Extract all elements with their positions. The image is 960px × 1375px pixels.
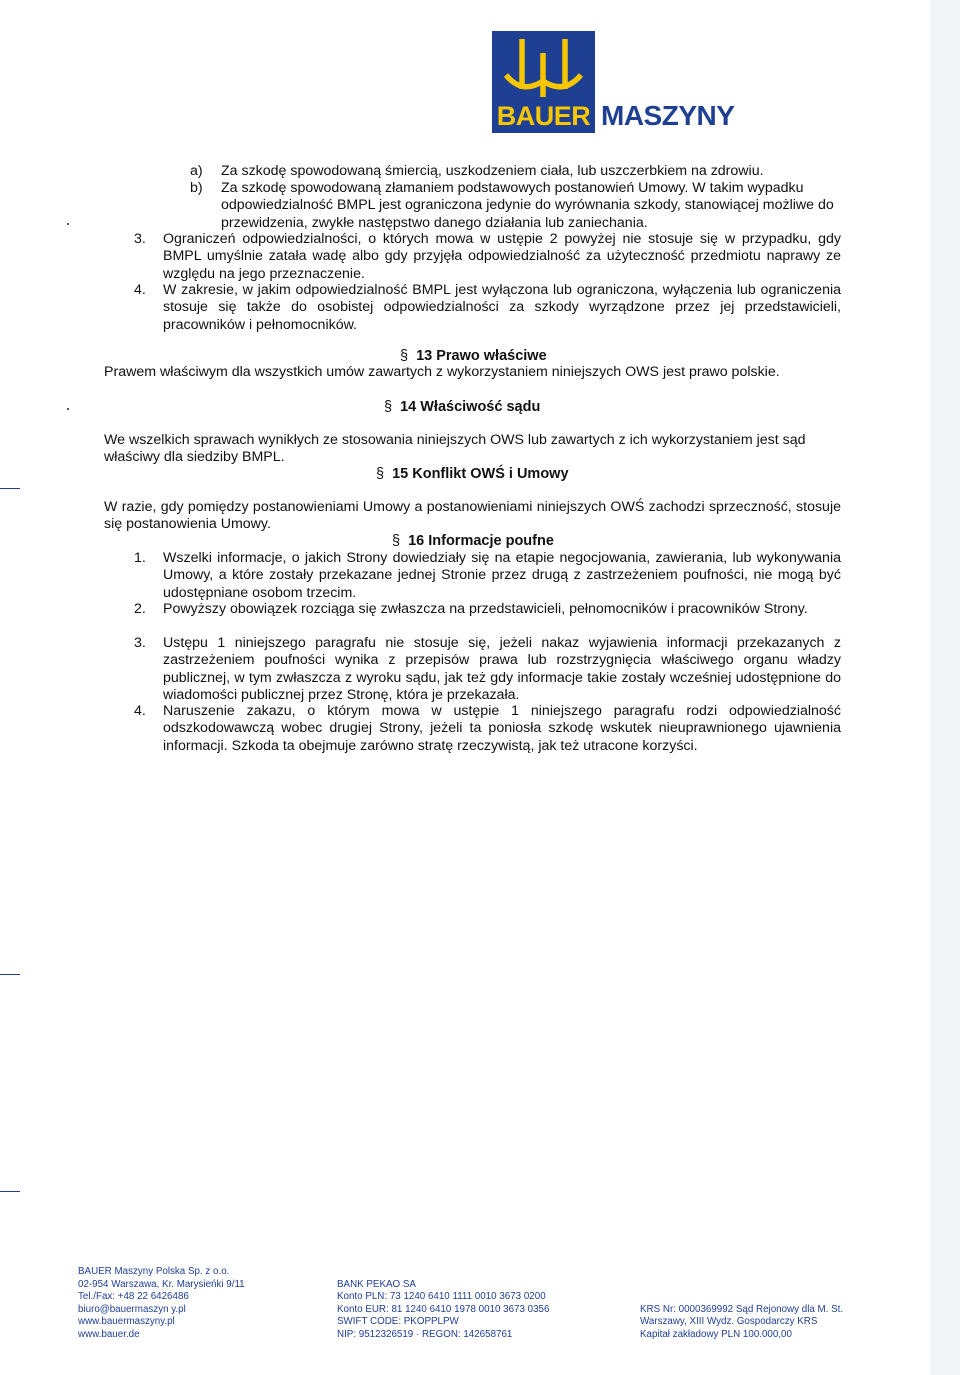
s16-item-4: Naruszenie zakazu, o którym mowa w ustępie 1 niniejszego paragrafu rodzi odpowiedzialność odszkodowawczą wobec drugiej Strony, jeżeli ta poniosła szkodę wskutek nieuprawnionego ujawnienia informacji. Szkoda ta obejmuje zarówno stratę rzeczywistą, jak też utracone korzyści. (163, 703, 841, 754)
margin-dot (67, 408, 69, 410)
footer-capital: Kapitał zakładowy PLN 100.000,00 (640, 1328, 792, 1340)
margin-mark (0, 488, 20, 489)
section-15-title: 15 Konflikt OWŚ i Umowy (392, 466, 569, 482)
footer-bank-name: BANK PEKAO SA (337, 1278, 416, 1290)
list-marker-4: 4. (134, 282, 146, 298)
list-marker-b: b) (190, 180, 203, 196)
section-14-mark: § (384, 399, 393, 415)
logo-anchor-icon (492, 31, 595, 101)
footer-website-2: www.bauer.de (78, 1328, 140, 1340)
logo-brand-text: BAUER (496, 101, 591, 131)
footer-swift: SWIFT CODE: PKOPPLPW (337, 1316, 459, 1328)
section-15-mark: § (376, 466, 385, 482)
footer-registry (640, 1304, 843, 1342)
section-14-text: We wszelkich sprawach wynikłych ze stosowania niniejszych OWS lub zawartych z ich wykorzystaniem jest sąd właściwy dla siedziby BMPL. (104, 432, 806, 466)
section-13-mark: § (400, 348, 409, 364)
section-15-text: W razie, gdy pomiędzy postanowieniami Umowy a postanowieniami niniejszych OWŚ zachodzi sprzeczność, stosuje się postanowienia Umowy. (104, 499, 841, 533)
footer-nip-regon: NIP: 9512326519 · REGON: 142658761 (337, 1328, 513, 1340)
margin-mark (0, 1191, 20, 1192)
list-marker-3: 3. (134, 231, 146, 247)
section-14-heading (384, 398, 540, 416)
list-item-b: Za szkodę spowodowaną złamaniem podstawowych postanowień Umowy. W takim wypadku odpowiedzialność BMPL jest ograniczona jedynie do wyrównania szkody, stanowiącej możliwe do przewidzenia, zwykłe następstwo danego działania lub zaniechania. (221, 180, 834, 231)
logo-box (492, 31, 595, 133)
footer-account-eur: Konto EUR: 81 1240 6410 1978 0010 3673 0356 (337, 1303, 550, 1315)
section-15-heading (376, 465, 569, 483)
s16-item-1: Wszelki informacje, o jakich Strony dowiedziały się na etapie negocjowania, zawierania, lub wykonywania Umowy, a które zostały przekazane jednej Stronie przez drugą z zastrzeżeniem poufności, nie mogą być udostępniane osobom trzecim. (163, 550, 841, 601)
list-item-4: W zakresie, w jakim odpowiedzialność BMPL jest wyłączona lub ograniczona, wyłączenia lub ograniczenia stosuje się także do osobistej odpowiedzialności za szkody wyrządzone przez jej przedstawicieli, pracowników i pełnomocników. (163, 282, 841, 333)
margin-dot (67, 223, 69, 225)
footer-court: Warszawy, XIII Wydz. Gospodarczy KRS (640, 1316, 818, 1328)
list-marker-a: a) (190, 163, 203, 179)
s16-item-2: Powyższy obowiązek rozciąga się zwłaszcza na przedstawicieli, pełnomocników i pracowników Strony. (163, 601, 808, 617)
s16-marker-1: 1. (134, 550, 146, 566)
footer-krs: KRS Nr: 0000369992 Sąd Rejonowy dla M. St. (640, 1303, 844, 1315)
footer-bank (337, 1279, 549, 1342)
right-margin-strip (930, 0, 960, 1375)
section-13-title: 13 Prawo właściwe (416, 348, 547, 364)
section-14-title: 14 Właściwość sądu (400, 399, 541, 415)
footer-email: biuro@bauermaszyn y.pl (78, 1303, 186, 1315)
s16-marker-2: 2. (134, 601, 146, 617)
margin-mark (0, 974, 20, 975)
list-item-3: Ograniczeń odpowiedzialności, o których mowa w ustępie 2 powyżej nie stosuje się w przypadku, gdy BMPL umyślnie zatała wadę albo gdy przyjęła odpowiedzialność za użyteczność przedmiotu naprawy ze względu na jego przeznaczenie. (163, 231, 841, 282)
s16-marker-3: 3. (134, 635, 146, 651)
logo-product-text: MASZYNY (601, 100, 735, 131)
footer-address: 02-954 Warszawa, Kr. Marysieńki 9/11 (78, 1278, 245, 1290)
section-13-text: Prawem właściwym dla wszystkich umów zawartych z wykorzystaniem niniejszych OWS jest prawo polskie. (104, 364, 780, 380)
section-16-title: 16 Informacje poufne (408, 533, 554, 549)
company-logo (492, 31, 740, 133)
footer-company-name: BAUER Maszyny Polska Sp. z o.o. (78, 1266, 230, 1277)
s16-marker-4: 4. (134, 703, 146, 719)
list-item-a: Za szkodę spowodowaną śmiercią, uszkodzeniem ciała, lub uszczerbkiem na zdrowiu. (221, 163, 764, 179)
footer-phone: Tel./Fax: +48 22 6426486 (78, 1291, 189, 1303)
s16-item-3: Ustępu 1 niniejszego paragrafu nie stosuje się, jeżeli nakaz wyjawienia informacji przekazanych z zastrzeżeniem poufności wynika z przepisów prawa lub rozstrzygnięcia właściwego organu władzy publicznej, w tym zwłaszcza z wyroku sądu, jak też gdy informacje takie zostały wcześniej udostępnione do wiadomości publicznej przez Stronę, która je przekazała. (163, 635, 841, 703)
footer-website: www.bauermaszyny.pl (78, 1316, 175, 1328)
section-16-mark: § (392, 533, 401, 549)
section-16-heading (392, 532, 554, 550)
footer-account-pln: Konto PLN: 73 1240 6410 1111 0010 3673 0200 (337, 1291, 546, 1303)
section-13-heading (400, 347, 547, 365)
footer-company (78, 1266, 245, 1342)
